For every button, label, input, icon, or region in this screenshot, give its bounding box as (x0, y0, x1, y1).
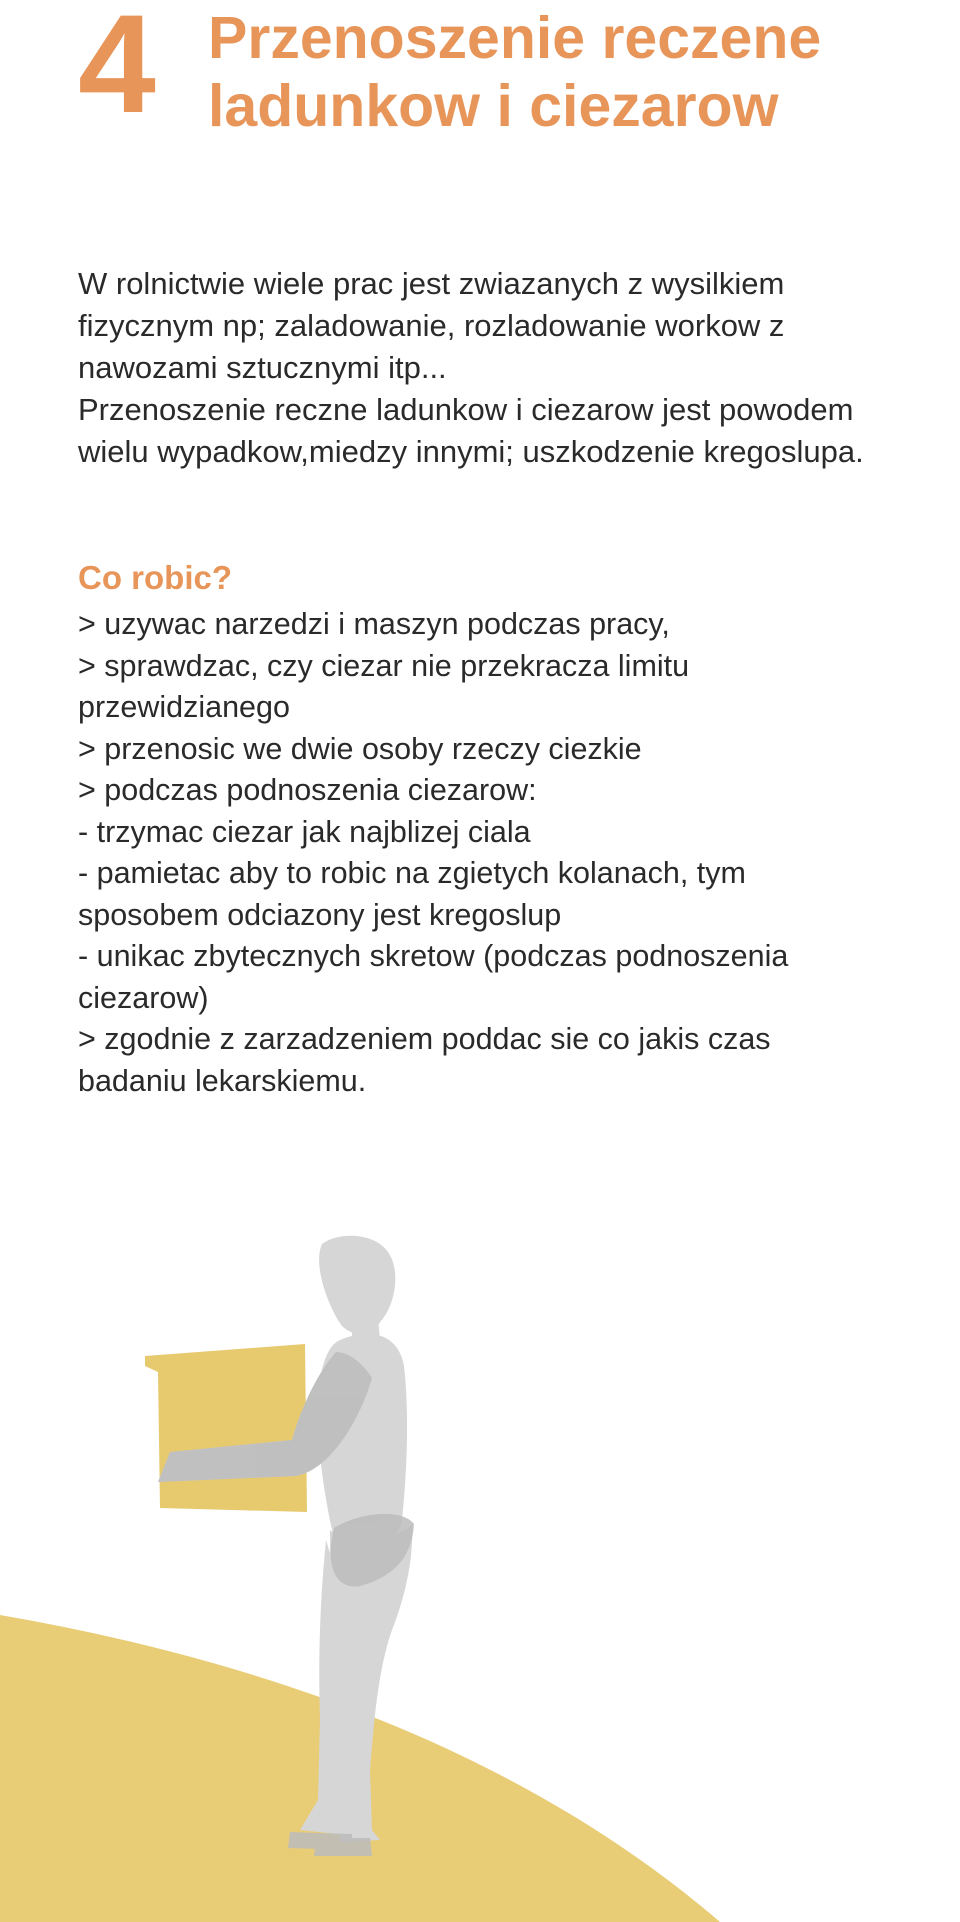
advice-line: > sprawdzac, czy ciezar nie przekracza limitu (78, 648, 690, 683)
advice-line: sposobem odciazony jest kregoslup (78, 897, 562, 932)
advice-line: > uzywac narzedzi i maszyn podczas pracy, (78, 607, 670, 641)
intro-line: fizycznym np; zaladowanie, rozladowanie workow z (78, 308, 785, 343)
advice-list (78, 604, 948, 1102)
title-line: ladunkow i ciezarow (208, 73, 779, 139)
intro-line: nawozami sztucznymi itp... (78, 350, 447, 385)
advice-line: > przenosic we dwie osoby rzeczy ciezkie (78, 731, 642, 766)
page-title (208, 4, 948, 140)
chapter-number: 4 (78, 0, 156, 142)
advice-line: - trzymac ciezar jak najblizej ciala (78, 814, 531, 849)
advice-line: badaniu lekarskiemu. (78, 1063, 367, 1098)
title-line: Przenoszenie reczene (208, 5, 822, 71)
intro-line: wielu wypadkow,miedzy innymi; uszkodzenie kregoslupa. (78, 434, 864, 469)
advice-heading: Co robic? (78, 559, 232, 596)
advice-line: - pamietac aby to robic na zgietych kolanach, tym (78, 856, 746, 890)
intro-paragraph (78, 263, 958, 473)
advice-line: przewidzianego (78, 690, 290, 724)
advice-line: > zgodnie z zarzadzeniem poddac sie co jakis czas (78, 1022, 771, 1056)
person-carrying-box-icon (0, 1180, 960, 1922)
advice-line: ciezarow) (78, 980, 209, 1015)
intro-line: W rolnictwie wiele prac jest zwiazanych z wysilkiem (78, 266, 785, 301)
box-shape (145, 1344, 307, 1512)
advice-line: - unikac zbytecznych skretow (podczas podnoszenia (78, 939, 789, 973)
intro-line: Przenoszenie reczne ladunkow i ciezarow jest powodem (78, 392, 854, 427)
advice-line: > podczas podnoszenia ciezarow: (78, 773, 537, 807)
